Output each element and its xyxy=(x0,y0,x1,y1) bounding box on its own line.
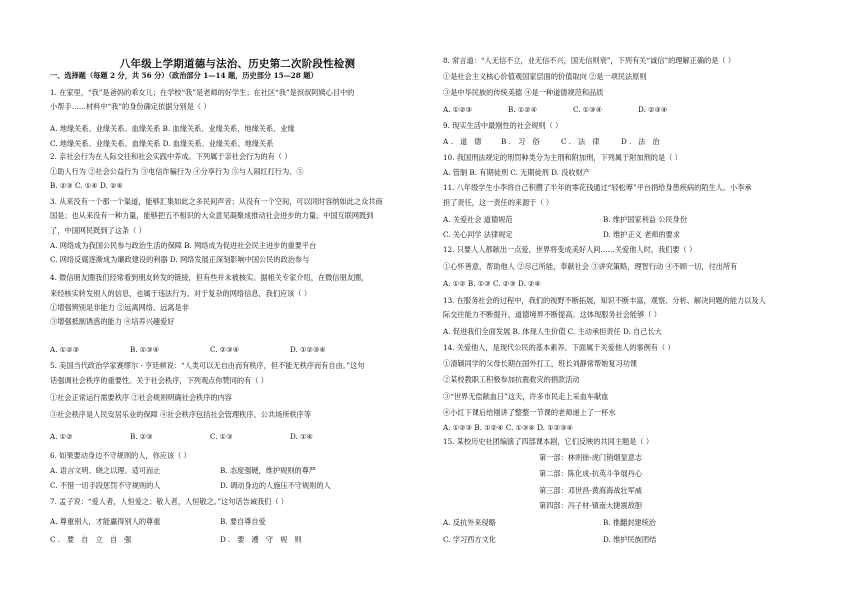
question-line: ①助人行为 ②社会公益行为 ③电信诈骗行为 ④分享行为 ⑤与人闹红打行为、⑤ xyxy=(50,167,304,176)
answer-option: B. ①②④ xyxy=(508,105,538,114)
question-line: 4. 微信朋友圈我们经常看到朋友转发的链接，但有些并未被核实。据相关专家介绍，在微信朋友圈， xyxy=(50,273,369,282)
answer-option: A. 尊重别人，才能赢得别人的尊重 xyxy=(50,517,161,526)
answer-option: D. ①②③④ xyxy=(290,345,326,354)
answer-option: A. 关爱社会 道德规范 xyxy=(443,215,513,224)
question-line: A. 网络成为我国公民参与政治生活的保障 B. 网络成为促进社会民主进步的重要平台 xyxy=(50,241,317,250)
answer-option: C. 关心同学 法律规定 xyxy=(443,230,513,239)
question-line: 10. 我国刑法规定的刑罚种类分为主刑和附加刑，下列属于附加刑的是（ ） xyxy=(443,153,682,162)
question-line: B. ②③ C. ①④ D. ②④ xyxy=(50,181,123,190)
answer-option: A. 语言文明、晓之以理、适可而止 xyxy=(50,466,161,475)
question-line: 8. 常言道：“人无信不立，业无信不兴，国无信则衰”，下列有关“诚信”的理解正确的是（ ） xyxy=(443,56,736,65)
question-line: 际交往能力不断提升，道德境界不断提高。这体现服务社会能够（ ） xyxy=(443,310,661,319)
answer-option: B. 要自尊自爱 xyxy=(220,517,266,526)
answer-option: A. 道 德 xyxy=(443,137,484,146)
answer-option: B. 态度强硬，维护规则的尊严 xyxy=(220,466,317,475)
question-line: ③社会秩序是人民安居乐业的保障 ④社会秩序包括社会管理秩序、公共场所秩序等 xyxy=(50,410,312,419)
question-line: 9. 现实生活中最刚性的社会规则（ ） xyxy=(443,121,563,130)
question-line: ③“世界无偿献血日”这天，许多市民走上采血车献血 xyxy=(443,392,609,401)
question-line: 13. 在服务社会的过程中，我们的视野不断拓展，知识不断丰富，观察、分析、解决问题的能力以及人 xyxy=(443,296,766,305)
answer-option: A. ①② xyxy=(50,432,73,441)
question-line: ①心怀善意，帮助他人 ②尽己所能，奉献社会 ③讲究策略，理智行动 ④不顾一切，付出所有 xyxy=(443,262,738,271)
question-line: A. 地缘关系、业缘关系、血缘关系 B. 血缘关系、业缘关系、地缘关系、业缘 xyxy=(50,124,295,133)
question-line: ①增强辨别是非能力 ②远离网络、远离是非 xyxy=(50,303,189,312)
question-line: 话强调社会秩序的重要性。关于社会秩序，下列观点你赞同的有（ ） xyxy=(50,376,268,385)
section-heading: 一、选择题（每题 2 分，共 56 分）（政治部分 1—14 题，历史部分 15—28 题） xyxy=(50,71,318,80)
answer-option: C. ①③ xyxy=(210,432,233,441)
question-line: A. ①②③ B. ①②④ C. ①③④ D. ①②③④ xyxy=(443,423,574,432)
question-line: ③是中华民族的传统美德 ④是一种道德规范和品质 xyxy=(443,88,604,97)
exam-title: 八年级上学期道德与法治、历史第二次阶段性检测 xyxy=(119,58,356,70)
answer-option: B. 维护国家利益 公民身份 xyxy=(603,215,688,224)
question-line: ①清颖同学的父母长期在国外打工，班长刘静常帮她复习功课 xyxy=(443,359,638,368)
answer-option: D. ②③④ xyxy=(638,105,668,114)
question-line: 第二部：陈化成-抗英斗争展丹心 xyxy=(539,469,643,478)
question-line: ③增强抵制诱惑的能力 ④培养兴趣爱好 xyxy=(50,317,175,326)
question-line: 3. 从来没有一个那一个渠道，能够汇集如此之多民间声音；从没有一个空间，可以同时容纳如此之众共商 xyxy=(50,197,383,206)
question-line: ④小红下课后给刚讲了整整一节课的老师递上了一杯水 xyxy=(443,408,616,417)
question-line: ①是社会主义核心价值观国家层面的价值取向 ②是一项民法原则 xyxy=(443,72,647,81)
answer-option: D. 维护正义 老师的要求 xyxy=(603,230,681,239)
question-line: C. 地缘关系、业缘关系、血缘关系 D. 血缘关系、业缘关系、地缘关系 xyxy=(50,139,274,148)
question-line: 7. 孟子说：“爱人者，人恒爱之；敬人者，人恒敬之。”这句话告诫我们（ ） xyxy=(50,497,288,506)
question-line: 了，中国网民既到了这条（ ） xyxy=(50,226,146,235)
question-line: 第三部：邓世昌-黄海海战壮军威 xyxy=(539,486,643,495)
question-line: ①社会正常运行需要秩序 ②社会规则明确社会秩序的内容 xyxy=(50,393,232,402)
answer-option: B. 推翻封建统治 xyxy=(603,518,656,527)
question-line: 第四部：冯子材-镇南大捷震敌胆 xyxy=(539,501,643,510)
question-line: 担了责任，这一责任的来源于（ ） xyxy=(443,198,554,207)
question-line: 来经核实转发别人的信息，也属于违法行为。对于复杂的网络信息，我们应该（ ） xyxy=(50,289,312,298)
answer-option: C. ②③④ xyxy=(210,345,240,354)
answer-option: D. 要 遵 守 规 则 xyxy=(220,535,304,544)
question-line: 1. 在家里，“我”是爸妈的乖女儿；在学校“我”是老师的好学生；在社区“我”是叔叔阿姨心目中的 xyxy=(50,88,355,97)
question-line: 小帮手……材料中“我”的身份确定依据分别是（ ） xyxy=(50,102,211,111)
answer-option: C. 学习西方文化 xyxy=(443,535,496,544)
question-line: 15. 某校历史社团编演了四部课本剧，它们反映的共同主题是（ ） xyxy=(443,437,654,446)
answer-option: C. 不惜一切手段惩罚不守规则的人 xyxy=(50,481,161,490)
question-line: ②某校教职工积极参加抗震救灾的捐款活动 xyxy=(443,375,580,384)
question-line: 14. 关爱他人，是现代公民的基本素养。下面属于关爱他人的事例有（ ） xyxy=(443,343,675,352)
question-line: 12. 只要人人都献出一点爱，世界将变成美好人间……关爱他人时，我们要（ ） xyxy=(443,245,697,254)
answer-option: C. ①③④ xyxy=(573,105,603,114)
answer-option: B. ②③ xyxy=(130,432,153,441)
question-line: 国是；也从来没有一种力量，能够把五不相识的大众意见凝聚成推动社会进步的力量。中国互联网既到 xyxy=(50,211,374,220)
question-line: 6. 如果要动身边不守规则的人，你应该（ ） xyxy=(50,451,191,460)
question-line: C. 网络反腐逐渐成为廉政建设的利器 D. 网络发展正深刻影响中国公民的政治参与 xyxy=(50,255,310,264)
answer-option: C. 要 自 立 自 强 xyxy=(50,535,134,544)
question-line: 5. 美国当代政治学家赛缪尔 · 亨廷顿说：“人类可以无自由而有秩序，但不能无秩序而有自由。”这句 xyxy=(50,361,365,370)
answer-option: D. ①④ xyxy=(290,432,313,441)
answer-option: A. ①②③ xyxy=(443,105,473,114)
answer-option: A. ①②③ xyxy=(50,345,80,354)
answer-option: D. 法 治 xyxy=(621,137,663,146)
answer-option: B. 习 俗 xyxy=(501,137,542,146)
question-line: 第一部：林则徐-虎门销烟显意志 xyxy=(539,453,643,462)
question-line: 11. 八年级学生小李将自己积攒了半年的零花钱通过“轻松筹”平台捐给身患疾病的陌生人。小李承 xyxy=(443,183,752,192)
answer-option: A. 反抗外来侵略 xyxy=(443,518,496,527)
question-line: A. ①② B. ①③ C. ②③ D. ②④ xyxy=(443,279,541,288)
question-line: A. 管制 B. 有期徒刑 C. 无期徒刑 D. 没收财产 xyxy=(443,168,590,177)
answer-option: C. 法 律 xyxy=(561,137,602,146)
answer-option: B. ①③④ xyxy=(130,345,160,354)
question-line: 2. 亲社会行为在人际交往和社会实践中养成。下列属于亲社会行为的有（ ） xyxy=(50,152,292,161)
answer-option: D. 维护民族团结 xyxy=(603,535,657,544)
answer-option: D. 调动身边的人施压不守规则的人 xyxy=(220,481,331,490)
question-line: A. 促进我们全面发展 B. 体现人生价值 C. 主动承担责任 D. 自己长大 xyxy=(443,327,662,336)
